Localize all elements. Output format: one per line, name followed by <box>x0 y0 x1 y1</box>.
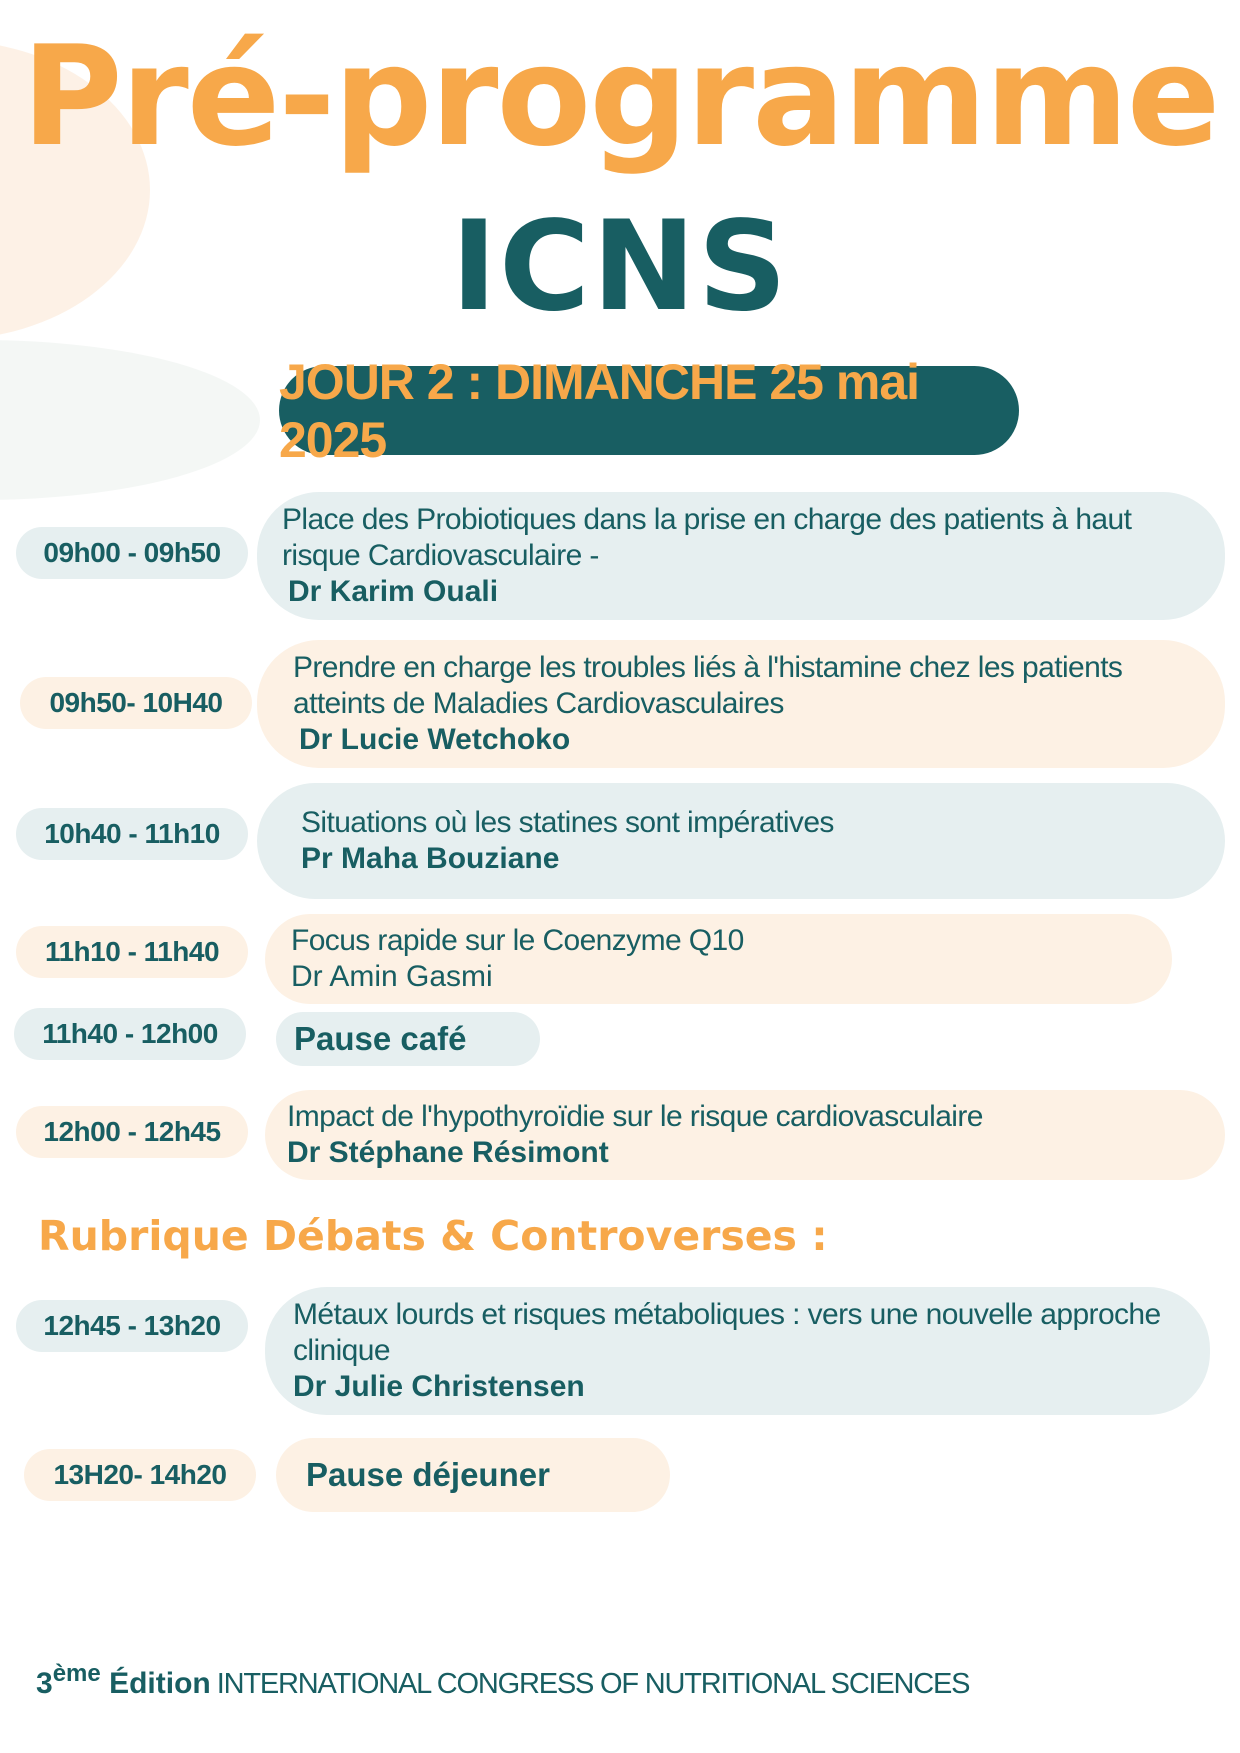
time-slot: 10h40 - 11h10 <box>16 808 248 860</box>
session-card <box>265 1090 1225 1180</box>
session-speaker: Dr Amin Gasmi <box>291 960 493 993</box>
time-slot: 09h00 - 09h50 <box>16 527 248 579</box>
session-speaker: Dr Stéphane Résimont <box>287 1136 609 1169</box>
session-card <box>257 783 1225 899</box>
session-speaker: Pr Maha Bouziane <box>301 842 560 875</box>
session-title: Situations où les statines sont impératives <box>301 806 834 839</box>
time-slot: 12h45 - 13h20 <box>16 1300 248 1352</box>
session-title: Prendre en charge les troubles liés à l'histamine chez les patients atteints de Maladies Cardiovasculaires <box>293 651 1123 720</box>
day-banner: JOUR 2 : DIMANCHE 25 mai 2025 <box>279 366 1019 455</box>
session-card <box>257 640 1225 768</box>
background-decoration <box>0 340 260 500</box>
time-slot: 11h40 - 12h00 <box>14 1008 246 1060</box>
congress-name: INTERNATIONAL CONGRESS OF NUTRITIONAL SCIENCES <box>216 1668 970 1700</box>
break-label: Pause café <box>294 1020 467 1057</box>
break-label: Pause déjeuner <box>306 1456 550 1493</box>
time-slot: 11h10 - 11h40 <box>16 926 248 978</box>
edition-label: 3ème Édition <box>36 1660 211 1700</box>
session-card <box>265 1287 1210 1415</box>
session-title: Métaux lourds et risques métaboliques : vers une nouvelle approche clinique <box>293 1298 1161 1367</box>
break-card <box>276 1012 540 1066</box>
time-slot: 12h00 - 12h45 <box>16 1106 248 1158</box>
footer <box>36 1660 969 1701</box>
session-speaker: Dr Julie Christensen <box>293 1370 585 1403</box>
page-title: Pré-programme <box>21 16 1219 177</box>
page-subtitle: ICNS <box>450 195 790 339</box>
session-title: Impact de l'hypothyroïdie sur le risque cardiovasculaire <box>287 1100 983 1133</box>
break-card <box>276 1438 670 1512</box>
time-slot: 13H20- 14h20 <box>24 1449 256 1501</box>
session-title: Place des Probiotiques dans la prise en charge des patients à haut risque Cardiovasculaire - <box>282 503 1132 572</box>
session-speaker: Dr Lucie Wetchoko <box>299 723 571 756</box>
session-card <box>265 914 1172 1004</box>
session-card <box>257 492 1225 620</box>
time-slot: 09h50- 10H40 <box>20 677 252 729</box>
session-title: Focus rapide sur le Coenzyme Q10 <box>291 924 744 957</box>
section-heading: Rubrique Débats & Controverses : <box>38 1212 828 1260</box>
session-speaker: Dr Karim Ouali <box>288 575 499 608</box>
